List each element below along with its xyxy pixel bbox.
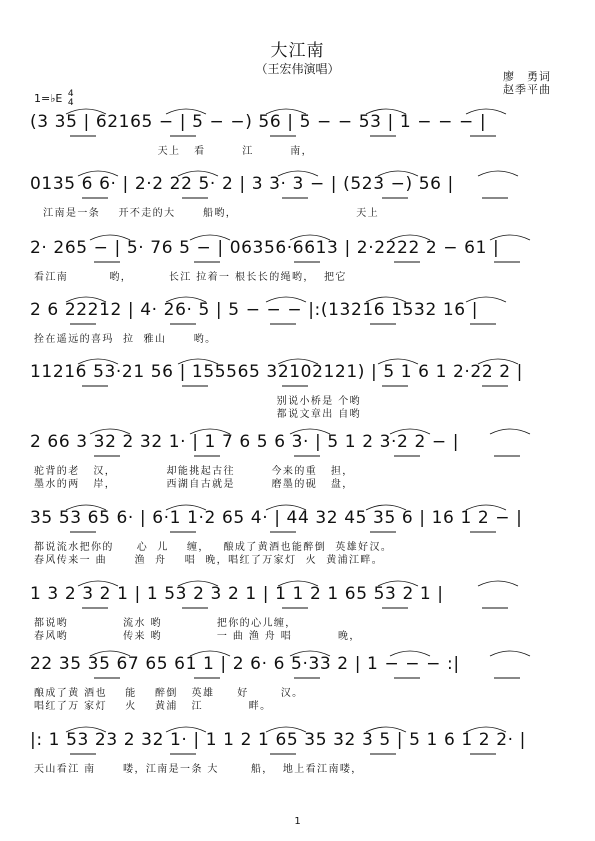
slur-mark bbox=[490, 235, 530, 240]
slur-mark bbox=[166, 727, 206, 732]
notation-line: 2 66 3 32 2 32 1· | 1 7 6 5 6 3· | 5 1 2 3·2 2 − | bbox=[30, 432, 460, 452]
slur-mark bbox=[290, 235, 330, 240]
composer: 赵季平曲 bbox=[503, 83, 551, 96]
song-title: 大江南 bbox=[270, 41, 325, 61]
key-signature bbox=[34, 90, 74, 108]
slur-mark bbox=[466, 727, 506, 732]
lyric-line: 酿成了黄 酒也 能 醉倒 英雄 好 汉。 bbox=[34, 688, 304, 699]
slur-mark bbox=[390, 429, 430, 434]
lyric-line: 都说流水把你的 心 儿 缠， 酿成了黄酒也能醉倒 英雄好汉。 bbox=[34, 542, 393, 553]
notation-line: 35 53 65 6· | 6·1 1·2 65 4· | 44 32 45 35 6 | 16 1 2 − | bbox=[30, 508, 523, 528]
notation-line: 22 35 35 67 65 61 1 | 2 6· 6 5·33 2 | 1 − − − :| bbox=[30, 654, 460, 674]
slur-mark bbox=[266, 505, 306, 510]
lyric-line: 驼背的老 汉， 却能挑起古往 今来的重 担， bbox=[34, 466, 354, 477]
notation-line: 11216 53·21 56 | 155565 32102121) | 5 1 6 1 2·22 2 | bbox=[30, 362, 523, 382]
slur-mark bbox=[278, 581, 318, 586]
lyricist: 廖 勇词 bbox=[503, 70, 551, 83]
notation-line: 2 6 22212 | 4· 26· 5 | 5 − − − |:(13216 1532 16 | bbox=[30, 300, 479, 320]
slur-mark bbox=[366, 727, 406, 732]
slur-mark bbox=[178, 581, 218, 586]
slur-mark bbox=[66, 109, 106, 114]
slur-mark bbox=[390, 651, 430, 656]
slur-mark bbox=[366, 109, 406, 114]
slur-mark bbox=[266, 109, 306, 114]
notation-line: 1 3 2 3 2 1 | 1 53 2 3 2 1 | 1 1 2 1 65 53 2 1 | bbox=[30, 584, 444, 604]
slur-mark bbox=[490, 429, 530, 434]
slur-mark bbox=[166, 109, 206, 114]
notation-line: 0135 6 6· | 2·2 22 5· 2 | 3 3· 3 − | (523 −) 56 | bbox=[30, 174, 454, 194]
slur-mark bbox=[78, 581, 118, 586]
slur-mark bbox=[290, 429, 330, 434]
lyric-line: 春风哟 传来 哟 一 曲 渔 舟 唱 晚， bbox=[34, 631, 361, 642]
lyric-line: 都说哟 流水 哟 把你的心儿缠， bbox=[34, 618, 297, 629]
slur-mark bbox=[390, 235, 430, 240]
credits bbox=[503, 70, 551, 96]
lyric-line: 都说文章出 自哟 bbox=[34, 409, 362, 420]
slur-mark bbox=[466, 505, 506, 510]
slur-mark bbox=[478, 581, 518, 586]
slur-mark bbox=[466, 109, 506, 114]
lyric-line: 春风传来一 曲 渔 舟 唱 晚，唱红了万家灯 火 黄浦江畔。 bbox=[34, 555, 384, 566]
notation-line: |: 1 53 23 2 32 1· | 1 1 2 1 65 35 32 3 5 | 5 1 6 1 2 2· | bbox=[30, 730, 526, 750]
notation-line: (3 35 | 62165 − | 5 − −) 56 | 5 − − 53 | 1 − − − | bbox=[30, 112, 487, 132]
notation-line: 2· 265 − | 5· 76 5 − | 06356·6613 | 2·2222 2 − 61 | bbox=[30, 238, 500, 258]
slur-mark bbox=[66, 727, 106, 732]
slur-mark bbox=[90, 235, 130, 240]
lyric-line: 看江南 哟， 长江 拉着一 根长长的绳哟， 把它 bbox=[34, 272, 347, 283]
slur-mark bbox=[190, 235, 230, 240]
meter-bottom: 4 bbox=[67, 98, 74, 108]
lyric-line: 别说小桥是 个哟 bbox=[34, 396, 362, 407]
key-text: 1=♭E bbox=[34, 92, 63, 105]
page-number: 1 bbox=[294, 816, 301, 827]
lyric-line: 唱红了万 家灯 火 黄浦 江 畔。 bbox=[34, 701, 272, 712]
slur-mark bbox=[90, 429, 130, 434]
lyric-line: 天上 看 江 南， bbox=[34, 146, 314, 157]
slur-mark bbox=[490, 651, 530, 656]
time-signature bbox=[68, 90, 74, 108]
slur-mark bbox=[66, 505, 106, 510]
lyric-line: 拴在遥远的喜玛 拉 雅山 哟。 bbox=[34, 334, 217, 345]
meter-top: 4 bbox=[67, 89, 74, 99]
slur-mark bbox=[190, 651, 230, 656]
slur-mark bbox=[90, 651, 130, 656]
lyric-line: 墨水的两 岸， 西湖自古就是 磨墨的砚 盘， bbox=[34, 479, 354, 490]
slur-mark bbox=[166, 505, 206, 510]
song-subtitle: （王宏伟演唱） bbox=[255, 62, 340, 76]
slur-mark bbox=[266, 727, 306, 732]
slur-mark bbox=[190, 429, 230, 434]
lyric-line: 天山看江 南 喽，江南是一条 大 船， 地上看江南喽， bbox=[34, 764, 363, 775]
slur-mark bbox=[366, 505, 406, 510]
lyric-line: 江南是一条 开不走的大 船哟， 天上 bbox=[34, 208, 379, 219]
slur-mark bbox=[378, 581, 418, 586]
slur-mark bbox=[290, 651, 330, 656]
